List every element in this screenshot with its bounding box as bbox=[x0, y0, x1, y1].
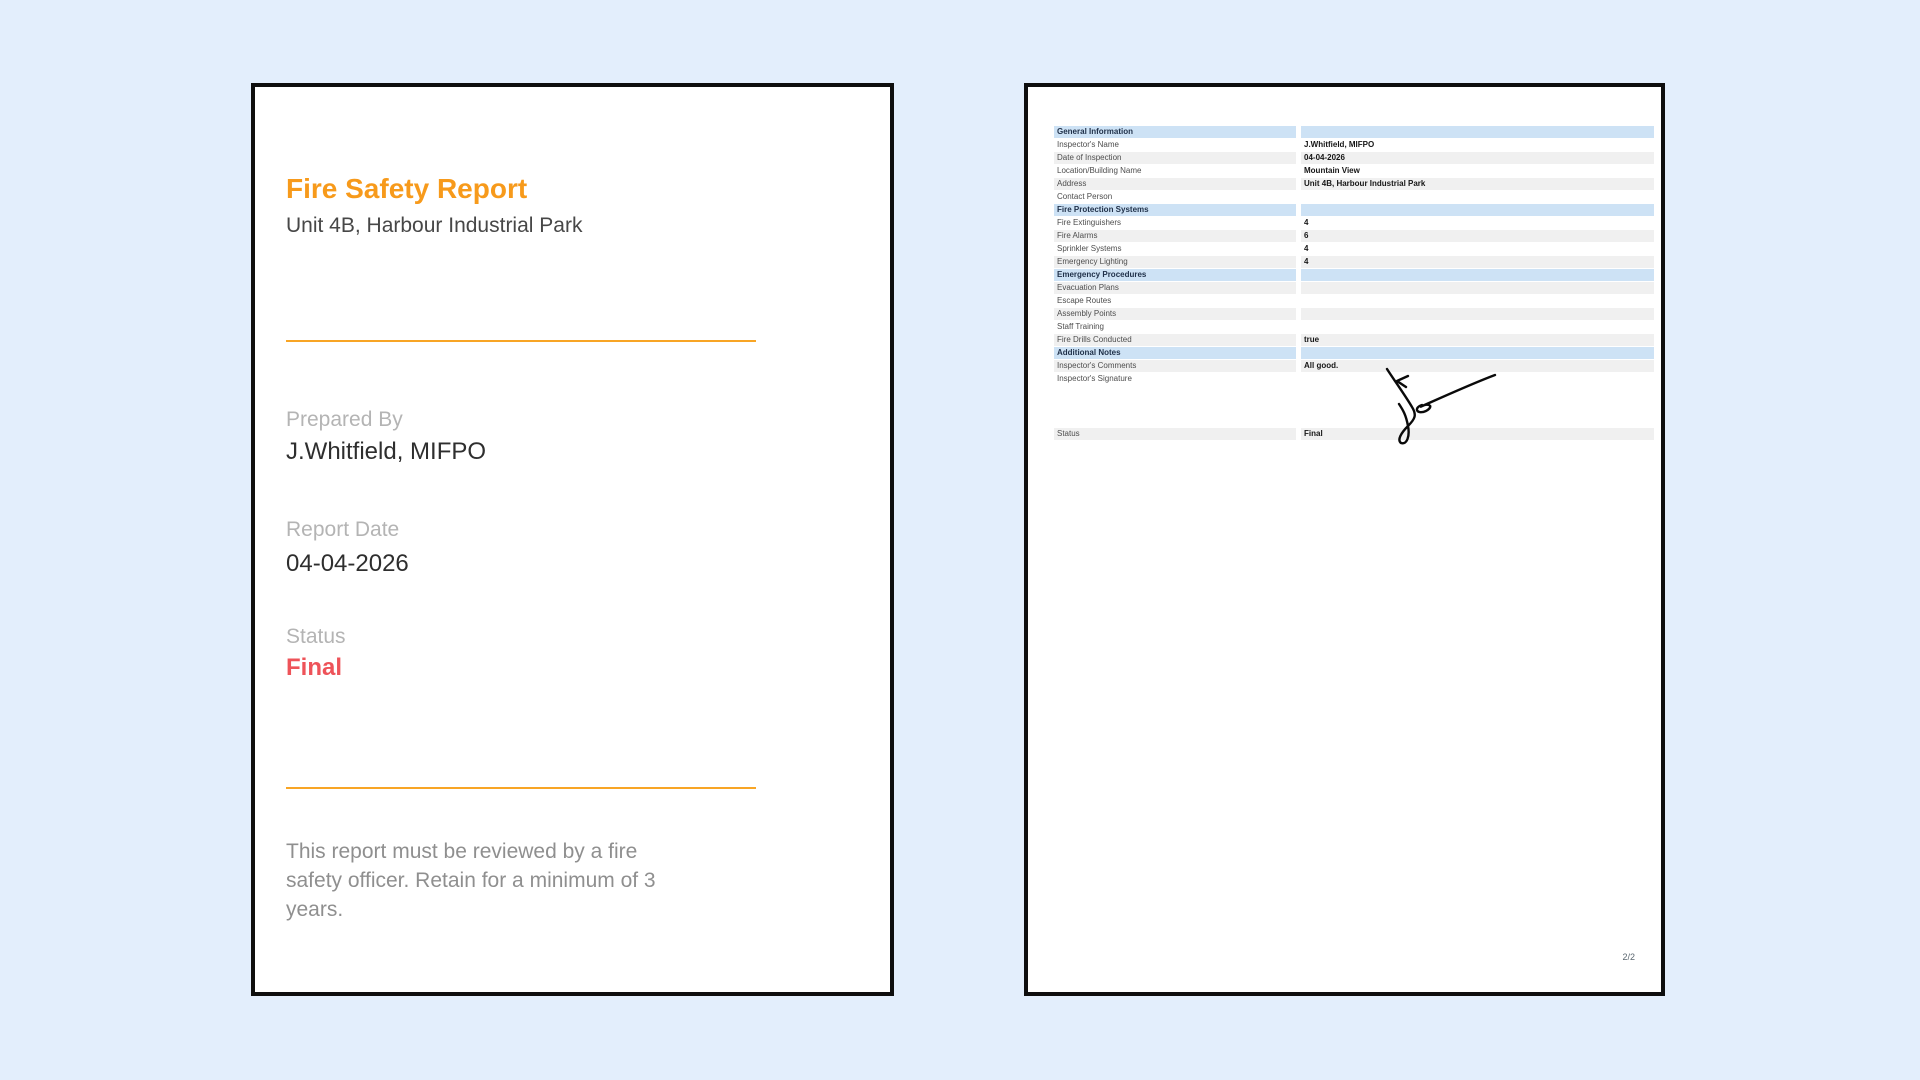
row-label: Assembly Points bbox=[1054, 308, 1301, 321]
table-row bbox=[1054, 256, 1654, 269]
prepared-by-value: J.Whitfield, MIFPO bbox=[286, 438, 487, 465]
section-spacer bbox=[1301, 269, 1654, 282]
row-value: Mountain View bbox=[1301, 165, 1654, 178]
row-value bbox=[1301, 282, 1654, 295]
table-row bbox=[1054, 152, 1654, 165]
row-value: 4 bbox=[1301, 217, 1654, 230]
divider-rule-bottom bbox=[286, 787, 756, 789]
row-label: Escape Routes bbox=[1054, 295, 1301, 308]
table-row bbox=[1054, 282, 1654, 295]
row-label: Evacuation Plans bbox=[1054, 282, 1301, 295]
row-value: Unit 4B, Harbour Industrial Park bbox=[1301, 178, 1654, 191]
table-row bbox=[1054, 243, 1654, 256]
row-value: 04-04-2026 bbox=[1301, 152, 1654, 165]
status-row bbox=[1054, 428, 1654, 441]
table-row bbox=[1054, 373, 1654, 386]
section-row bbox=[1054, 126, 1654, 139]
row-value: J.Whitfield, MIFPO bbox=[1301, 139, 1654, 152]
table-row bbox=[1054, 295, 1654, 308]
inspection-table-wrap bbox=[1054, 126, 1654, 441]
row-label: Inspector's Name bbox=[1054, 139, 1301, 152]
section-spacer bbox=[1301, 126, 1654, 139]
row-label: Fire Alarms bbox=[1054, 230, 1301, 243]
report-date-label: Report Date bbox=[286, 518, 400, 541]
row-value bbox=[1301, 295, 1654, 308]
report-date-value: 04-04-2026 bbox=[286, 550, 409, 577]
page-number: 2/2 bbox=[1622, 952, 1635, 962]
row-label: Location/Building Name bbox=[1054, 165, 1301, 178]
row-label: Date of Inspection bbox=[1054, 152, 1301, 165]
table-row bbox=[1054, 308, 1654, 321]
status-row-label: Status bbox=[1054, 428, 1301, 441]
report-subtitle: Unit 4B, Harbour Industrial Park bbox=[286, 214, 583, 237]
row-value bbox=[1301, 308, 1654, 321]
row-value: true bbox=[1301, 334, 1654, 347]
signature-area bbox=[1054, 386, 1654, 428]
row-label: Staff Training bbox=[1054, 321, 1301, 334]
cover-page bbox=[251, 83, 894, 996]
table-row bbox=[1054, 139, 1654, 152]
section-row bbox=[1054, 269, 1654, 282]
signature-scribble-icon bbox=[1373, 364, 1503, 448]
table-row bbox=[1054, 230, 1654, 243]
prepared-by-label: Prepared By bbox=[286, 408, 403, 431]
row-value: 4 bbox=[1301, 243, 1654, 256]
row-value: 6 bbox=[1301, 230, 1654, 243]
row-value bbox=[1301, 321, 1654, 334]
row-label: Address bbox=[1054, 178, 1301, 191]
section-title: Emergency Procedures bbox=[1054, 269, 1301, 282]
inspection-table bbox=[1054, 126, 1654, 386]
row-label: Sprinkler Systems bbox=[1054, 243, 1301, 256]
table-row bbox=[1054, 178, 1654, 191]
table-row bbox=[1054, 191, 1654, 204]
section-title: General Information bbox=[1054, 126, 1301, 139]
table-row bbox=[1054, 165, 1654, 178]
row-value: 4 bbox=[1301, 256, 1654, 269]
table-row bbox=[1054, 321, 1654, 334]
report-title: Fire Safety Report bbox=[286, 173, 528, 204]
status-table bbox=[1054, 428, 1654, 441]
table-row bbox=[1054, 217, 1654, 230]
row-value: All good. bbox=[1301, 360, 1654, 373]
divider-rule-top bbox=[286, 340, 756, 342]
status-label: Status bbox=[286, 625, 346, 648]
row-label: Inspector's Signature bbox=[1054, 373, 1301, 386]
table-row bbox=[1054, 334, 1654, 347]
row-value bbox=[1301, 191, 1654, 204]
row-label: Fire Drills Conducted bbox=[1054, 334, 1301, 347]
table-row bbox=[1054, 360, 1654, 373]
row-label: Fire Extinguishers bbox=[1054, 217, 1301, 230]
row-label: Emergency Lighting bbox=[1054, 256, 1301, 269]
status-row-value: Final bbox=[1301, 428, 1654, 441]
section-title: Fire Protection Systems bbox=[1054, 204, 1301, 217]
section-row bbox=[1054, 204, 1654, 217]
section-row bbox=[1054, 347, 1654, 360]
report-form-page bbox=[1024, 83, 1665, 996]
section-title: Additional Notes bbox=[1054, 347, 1301, 360]
section-spacer bbox=[1301, 347, 1654, 360]
retention-note: This report must be reviewed by a fire safety officer. Retain for a minimum of 3 years. bbox=[286, 840, 656, 921]
row-label: Inspector's Comments bbox=[1054, 360, 1301, 373]
row-label: Contact Person bbox=[1054, 191, 1301, 204]
status-value: Final bbox=[286, 654, 343, 681]
section-spacer bbox=[1301, 204, 1654, 217]
